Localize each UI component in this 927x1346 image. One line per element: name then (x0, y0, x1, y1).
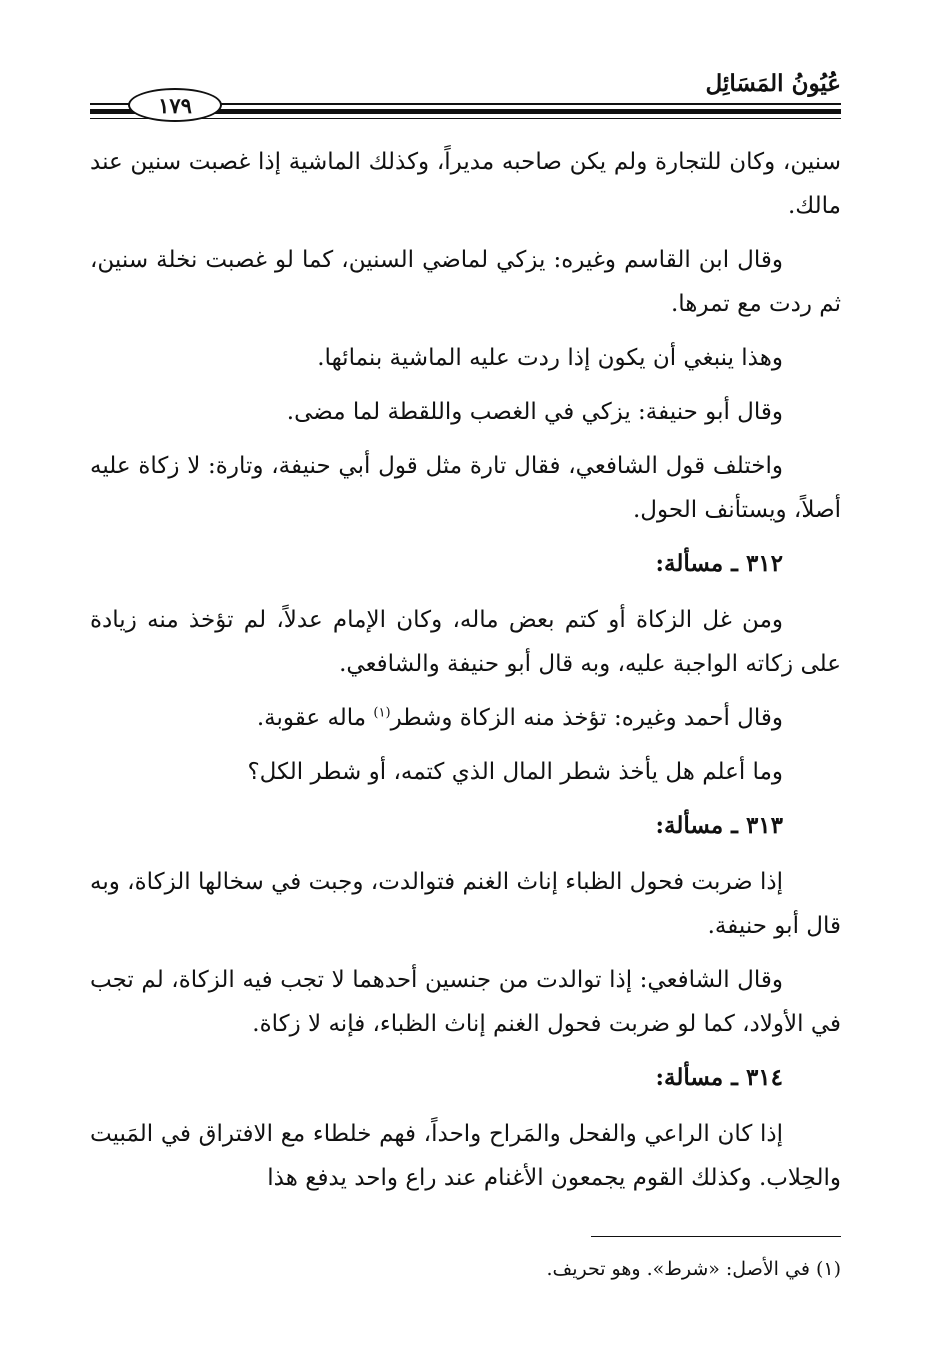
body-text (90, 140, 841, 1210)
paragraph: وقال الشافعي: إذا توالدت من جنسين أحدهما لا تجب فيه الزكاة، لم تجب في الأولاد، كما لو ضربت فحول الغنم إناث الظباء، فإنه لا زكاة. (90, 967, 841, 1037)
footnote: (١) في الأصل: «شرط». وهو تحريف. (546, 1258, 841, 1280)
paragraph: إذا ضربت فحول الظباء إناث الغنم فتوالدت، وجبت في سخالها الزكاة، وبه قال أبو حنيفة. (90, 869, 841, 939)
book-title: عُيُونُ المَسَائِل (705, 70, 841, 97)
footnote-separator (591, 1236, 841, 1237)
paragraph: سنين، وكان للتجارة ولم يكن صاحبه مديراً، وكذلك الماشية إذا غصبت سنين عند مالك. (90, 149, 841, 219)
paragraph: وهذا ينبغي أن يكون إذا ردت عليه الماشية بنمائها. (317, 345, 783, 371)
paragraph: وما أعلم هل يأخذ شطر المال الذي كتمه، أو شطر الكل؟ (247, 759, 783, 785)
page-number-badge (128, 88, 222, 122)
paragraph: إذا كان الراعي والفحل والمَراح واحداً، فهم خلطاء مع الافتراق في المَبيت والحِلاب. وكذلك القوم يجمعون الأغنام عند راع واحد يدفع هذا (90, 1121, 841, 1191)
paragraph: واختلف قول الشافعي، فقال تارة مثل قول أبي حنيفة، وتارة: لا زكاة عليه أصلاً، ويستأنف الحول. (90, 453, 841, 523)
issue-heading-313: ٣١٣ ـ مسألة: (655, 812, 783, 839)
issue-heading-312: ٣١٢ ـ مسألة: (655, 550, 783, 577)
paragraph-text: وقال أحمد وغيره: تؤخذ منه الزكاة وشطر (390, 705, 783, 731)
paragraph: ومن غل الزكاة أو كتم بعض ماله، وكان الإمام عدلاً، لم تؤخذ منه زيادة على زكاته الواجبة عليه، وبه قال أبو حنيفة والشافعي. (90, 607, 841, 677)
paragraph: وقال أبو حنيفة: يزكي في الغصب واللقطة لما مضى. (286, 399, 783, 425)
paragraph (90, 696, 841, 740)
paragraph-text: ماله عقوبة. (256, 705, 374, 731)
paragraph: وقال ابن القاسم وغيره: يزكي لماضي السنين، كما لو غصبت نخلة سنين، ثم ردت مع تمرها. (90, 247, 841, 317)
footnote-reference[interactable]: (١) (373, 705, 391, 721)
page-number: ١٧٩ (158, 92, 192, 118)
issue-heading-314: ٣١٤ ـ مسألة: (655, 1064, 783, 1091)
